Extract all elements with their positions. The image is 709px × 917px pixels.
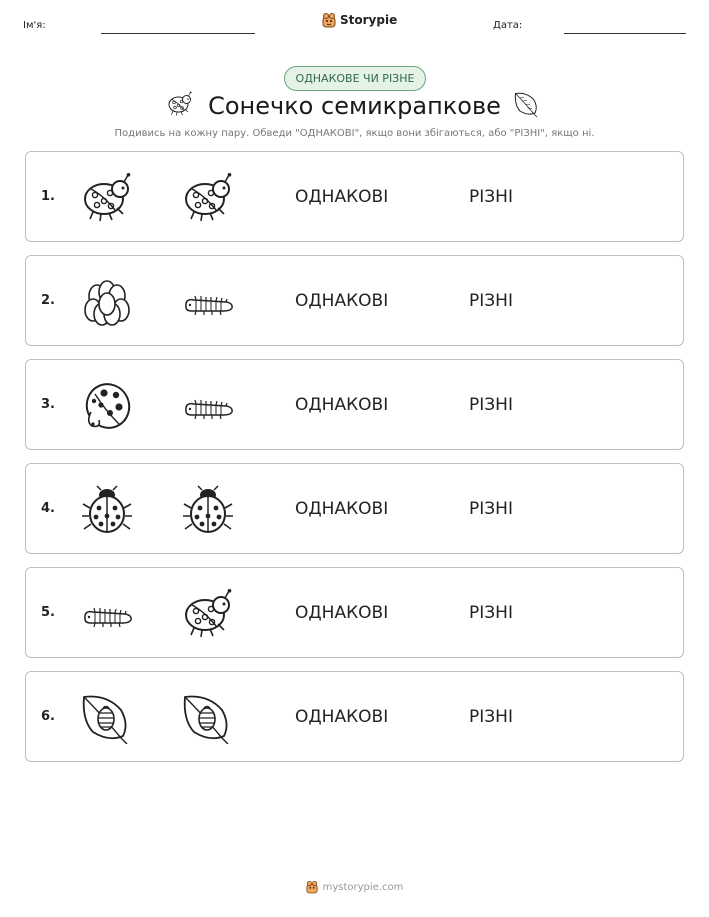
question-row [25, 463, 684, 554]
question-number: 3. [41, 397, 55, 412]
option-different[interactable]: РІЗНІ [469, 291, 513, 311]
option-different[interactable]: РІЗНІ [469, 395, 513, 415]
question-number: 6. [41, 709, 55, 724]
footer [0, 880, 709, 894]
option-same[interactable]: ОДНАКОВІ [295, 499, 389, 519]
option-same[interactable]: ОДНАКОВІ [295, 187, 389, 207]
name-label: Ім'я: [23, 20, 46, 31]
option-same[interactable]: ОДНАКОВІ [295, 707, 389, 727]
brand [322, 12, 397, 28]
date-label: Дата: [493, 20, 523, 31]
pupa-on-leaf-icon [180, 692, 236, 744]
larva-icon [79, 588, 135, 640]
option-same[interactable]: ОДНАКОВІ [295, 395, 389, 415]
ladybug-front-icon [79, 484, 135, 536]
question-row [25, 255, 684, 346]
option-different[interactable]: РІЗНІ [469, 499, 513, 519]
question-number: 1. [41, 189, 55, 204]
question-row [25, 567, 684, 658]
eggs-cluster-icon [79, 276, 135, 328]
instructions: Подивись на кожну пару. Обведи "ОДНАКОВІ", якщо вони збігаються, або "РІЗНІ", якщо ні. [114, 128, 595, 139]
date-line[interactable] [564, 33, 686, 34]
option-same[interactable]: ОДНАКОВІ [295, 291, 389, 311]
ladybug-front-icon [180, 484, 236, 536]
ladybug-top-icon [79, 380, 135, 432]
storypie-logo-icon [322, 12, 336, 28]
ladybug-side-icon [180, 588, 236, 640]
storypie-logo-icon [306, 880, 318, 894]
ladybug-side-icon [180, 172, 236, 224]
footer-url[interactable]: mystorypie.com [322, 881, 404, 893]
larva-icon [180, 380, 236, 432]
option-different[interactable]: РІЗНІ [469, 707, 513, 727]
option-same[interactable]: ОДНАКОВІ [295, 603, 389, 623]
question-number: 2. [41, 293, 55, 308]
question-number: 5. [41, 605, 55, 620]
pupa-on-leaf-icon [79, 692, 135, 744]
leaf-deco-icon [513, 90, 541, 122]
page-title: Сонечко семикрапкове [208, 92, 501, 120]
brand-name: Storypie [340, 13, 398, 27]
question-row [25, 359, 684, 450]
ladybug-side-icon [79, 172, 135, 224]
question-number: 4. [41, 501, 55, 516]
name-line[interactable] [101, 33, 255, 34]
option-different[interactable]: РІЗНІ [469, 187, 513, 207]
option-different[interactable]: РІЗНІ [469, 603, 513, 623]
worksheet-type-badge: ОДНАКОВЕ ЧИ РІЗНЕ [284, 66, 426, 91]
question-row [25, 151, 684, 242]
larva-icon [180, 276, 236, 328]
question-row [25, 671, 684, 762]
